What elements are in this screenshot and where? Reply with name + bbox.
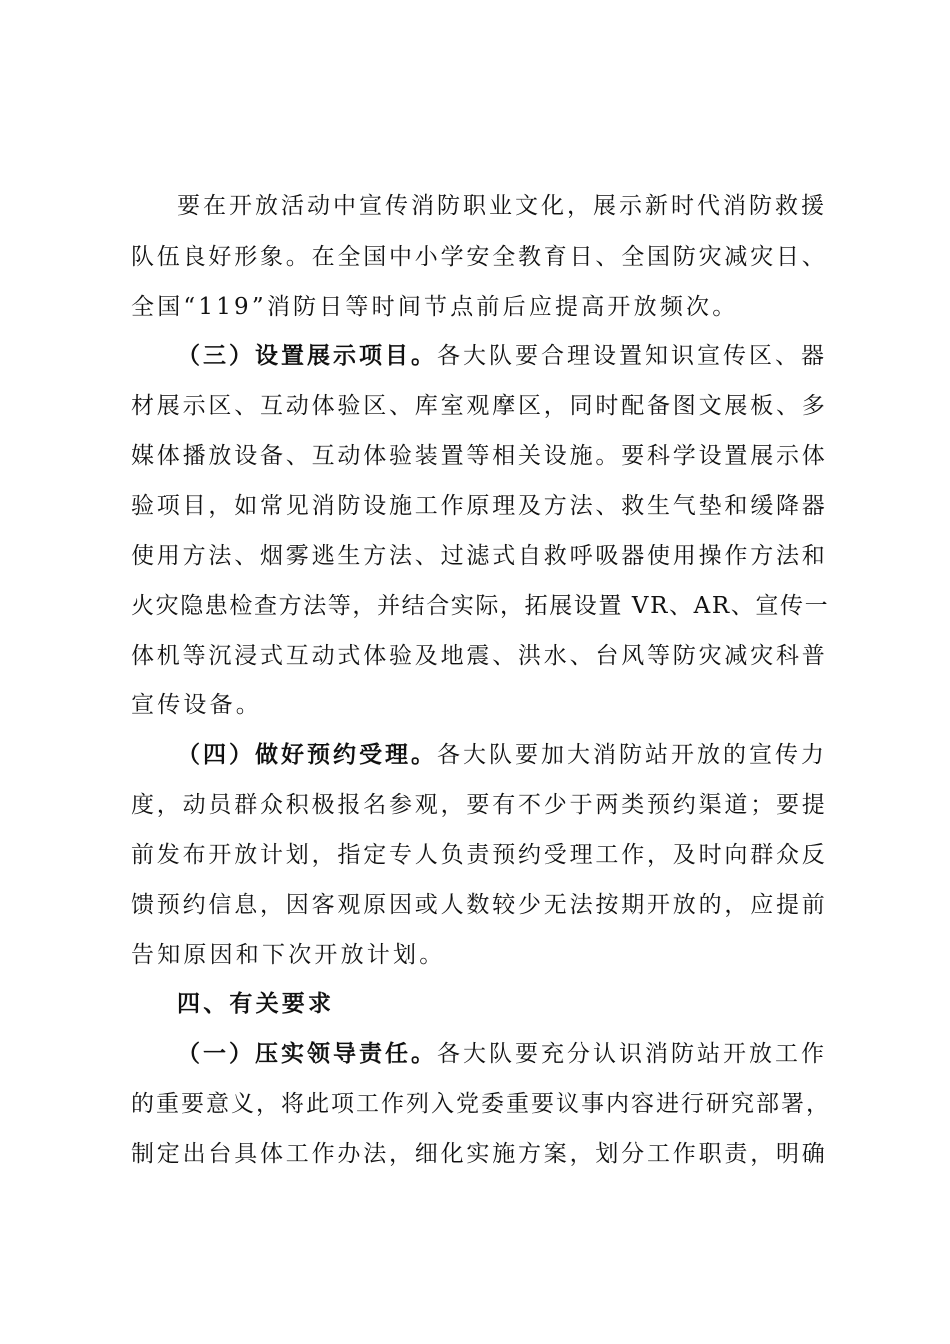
- paragraph-2-line-1: [177, 341, 827, 371]
- paragraph-2-line-5: 使用方法、烟雾逃生方法、过滤式自救呼吸器使用操作方法和: [131, 543, 828, 569]
- paragraph-3-line-5: 告知原因和下次开放计划。: [131, 942, 446, 968]
- paragraph-1-line-2: 队伍良好形象。在全国中小学安全教育日、全国防灾减灾日、: [131, 244, 828, 270]
- section-4-heading: 四、有关要求: [177, 991, 335, 1017]
- paragraph-4-line-1: [177, 1039, 827, 1069]
- paragraph-1-line-1: 要在开放活动中宣传消防职业文化，展示新时代消防救援: [177, 193, 827, 219]
- paragraph-2-line-3: 媒体播放设备、互动体验装置等相关设施。要科学设置展示体: [131, 443, 828, 469]
- paragraph-2-first-line-text: 各大队要合理设置知识宣传区、器: [437, 343, 827, 369]
- paragraph-2-line-6: 火灾隐患检查方法等，并结合实际，拓展设置 VR、AR、宣传一: [131, 593, 830, 619]
- paragraph-2-line-7: 体机等沉浸式互动式体验及地震、洪水、台风等防灾减灾科普: [131, 643, 828, 669]
- paragraph-1-line-3: 全国“119”消防日等时间节点前后应提高开放频次。: [131, 294, 739, 320]
- paragraph-2-line-4: 验项目，如常见消防设施工作原理及方法、救生气垫和缓降器: [131, 493, 828, 519]
- paragraph-2-line-2: 材展示区、互动体验区、库室观摩区，同时配备图文展板、多: [131, 393, 828, 419]
- paragraph-2-line-8: 宣传设备。: [131, 692, 262, 718]
- paragraph-3-line-3: 前发布开放计划，指定专人负责预约受理工作，及时向群众反: [131, 842, 828, 868]
- paragraph-4-heading: （一）压实领导责任。: [177, 1041, 437, 1067]
- paragraph-3-line-1: [177, 740, 827, 770]
- paragraph-4-first-line-text: 各大队要充分认识消防站开放工作: [437, 1041, 827, 1067]
- paragraph-3-line-4: 馈预约信息，因客观原因或人数较少无法按期开放的，应提前: [131, 892, 828, 918]
- paragraph-2-heading: （三）设置展示项目。: [177, 343, 437, 369]
- paragraph-4-line-3: 制定出台具体工作办法，细化实施方案，划分工作职责，明确: [131, 1141, 828, 1167]
- paragraph-4-line-2: 的重要意义，将此项工作列入党委重要议事内容进行研究部署，: [131, 1091, 831, 1117]
- paragraph-3-first-line-text: 各大队要加大消防站开放的宣传力: [437, 742, 827, 768]
- paragraph-3-line-2: 度，动员群众积极报名参观，要有不少于两类预约渠道；要提: [131, 792, 828, 818]
- paragraph-3-heading: （四）做好预约受理。: [177, 742, 437, 768]
